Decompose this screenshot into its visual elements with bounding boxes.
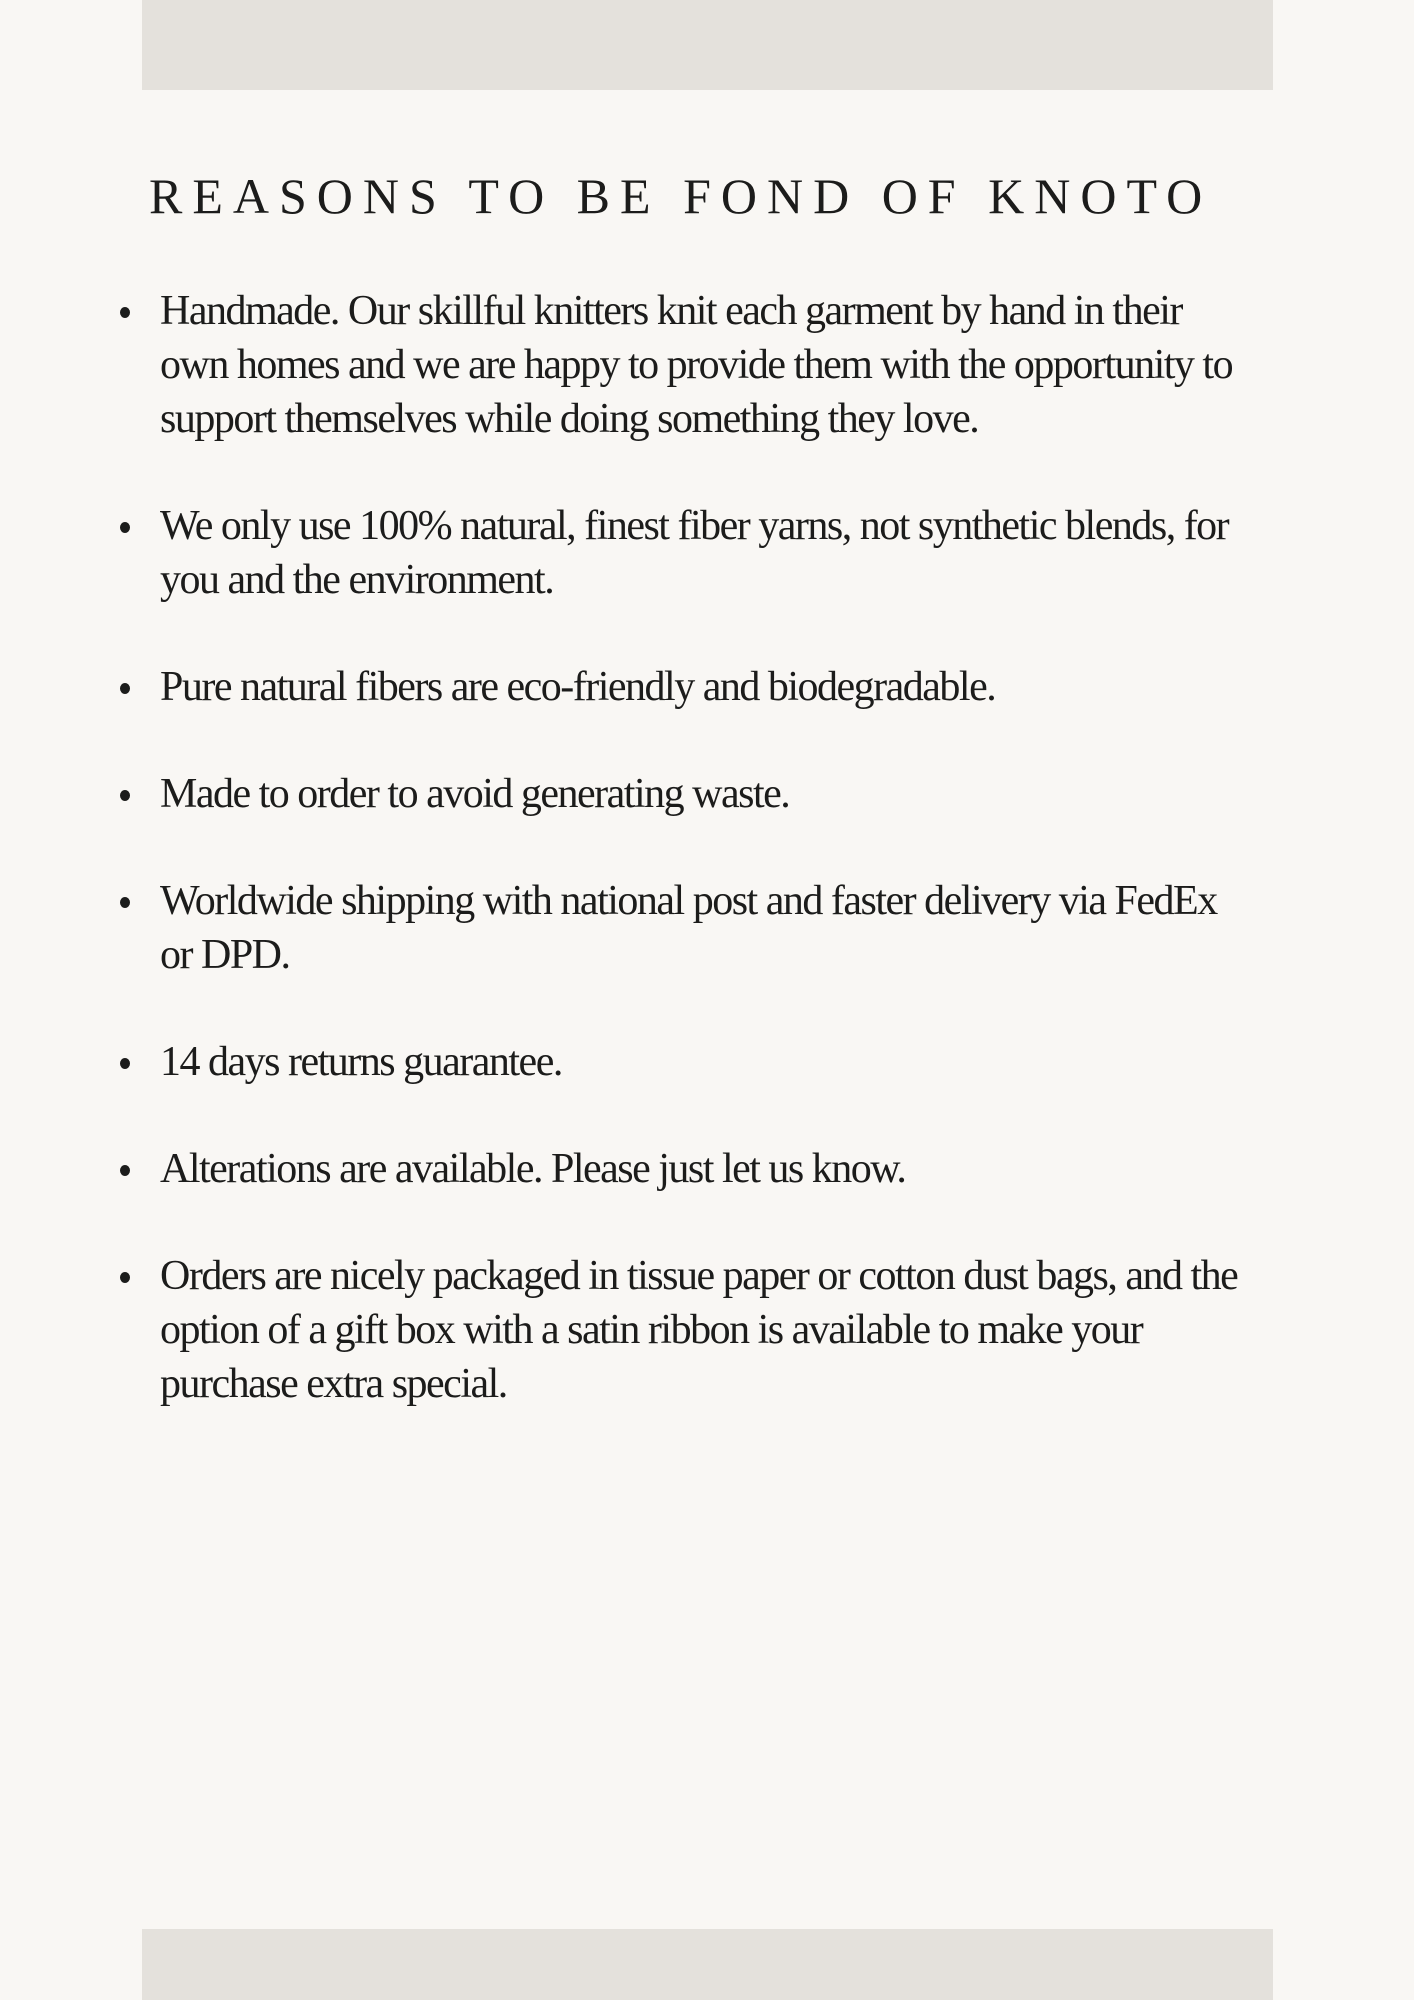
list-item-line: or DPD. <box>160 932 290 978</box>
list-item-line: purchase extra special. <box>160 1361 507 1407</box>
bullet-dot-icon <box>120 897 130 908</box>
bullet-dot-icon <box>120 522 130 533</box>
bullet-dot-icon <box>120 1272 130 1283</box>
list-item <box>160 767 1375 821</box>
list-item <box>160 1249 1375 1411</box>
list-item <box>160 499 1375 607</box>
list-item-line: Made to order to avoid generating waste. <box>160 771 790 817</box>
list-item-line: Alterations are available. Please just let us know. <box>160 1146 906 1192</box>
list-item-line: Orders are nicely packaged in tissue paper or cotton dust bags, and the <box>160 1253 1238 1299</box>
list-item-line: own homes and we are happy to provide them with the opportunity to <box>160 342 1233 388</box>
list-item-line: option of a gift box with a satin ribbon is available to make your <box>160 1307 1143 1353</box>
list-item <box>160 284 1375 446</box>
list-item-line: Worldwide shipping with national post and faster delivery via FedEx <box>160 878 1217 924</box>
bottom-decorative-band <box>142 1929 1273 2000</box>
list-item <box>160 1142 1375 1196</box>
list-item-line: 14 days returns guarantee. <box>160 1039 562 1085</box>
top-decorative-band <box>142 0 1273 90</box>
page-title: REASONS TO BE FOND OF KNOTO <box>149 167 1213 224</box>
list-item-line: Pure natural fibers are eco-friendly and biodegradable. <box>160 664 996 710</box>
bullet-dot-icon <box>120 1058 130 1069</box>
list-item-line: support themselves while doing something they love. <box>160 396 979 442</box>
reasons-list <box>160 284 1375 1464</box>
bullet-dot-icon <box>120 307 130 318</box>
bullet-dot-icon <box>120 1165 130 1176</box>
list-item-line: Handmade. Our skillful knitters knit each garment by hand in their <box>160 288 1182 334</box>
list-item <box>160 874 1375 982</box>
list-item <box>160 660 1375 714</box>
list-item-line: We only use 100% natural, finest fiber yarns, not synthetic blends, for <box>160 503 1229 549</box>
bullet-dot-icon <box>120 790 130 801</box>
list-item <box>160 1035 1375 1089</box>
list-item-line: you and the environment. <box>160 557 554 603</box>
bullet-dot-icon <box>120 683 130 694</box>
